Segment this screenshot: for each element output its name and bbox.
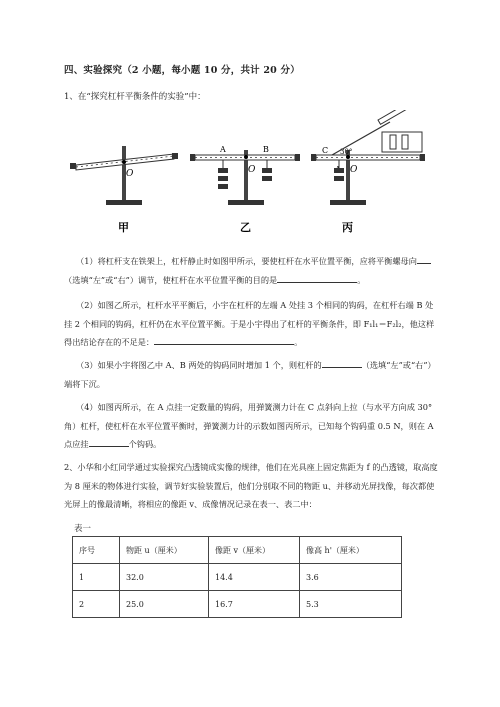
jia-stand-base [106, 200, 142, 205]
answer-blank-3[interactable] [154, 335, 294, 345]
yi-weight-a2 [218, 176, 228, 181]
table-cell: 32.0 [120, 564, 209, 591]
table-header-cell: 像高 h'（厘米） [300, 537, 402, 564]
table-header-cell: 序号 [73, 537, 120, 564]
yi-point-b: B [263, 145, 269, 154]
bing-angle-label: 30° [340, 148, 353, 156]
q1-part-2: （2）如图乙所示，杠杆水平平衡后，小宇在杠杆的左端 A 处挂 3 个相同的钩码，在杠杆右端 B 处挂 2 个相同的钩码，杠杆仍在水平位置平衡。于是小宇得出了杠杆的平衡条件，即 F₁l₁＝F₂l₂，他这样得出结论存在的不足是： 。 [64, 300, 435, 347]
yi-point-a: A [220, 145, 226, 154]
bing-spring-scale [378, 110, 410, 124]
question-2-text: 2、小华和小红同学通过实验探究凸透镜成实像的规律，他们在光具座上固定焦距为 f 的凸透镜，取高度为 8 厘米的物体进行实验，调节好实验装置后，他们分别取不同的物距 u、并移动光屏找像，每次都使光屏上的像最清晰，将相应的像距 v、成像情况记录在表一、表二中： [64, 462, 438, 509]
table-cell: 3.6 [300, 564, 402, 591]
table-cell: 1 [73, 564, 120, 591]
bing-stand-base [330, 200, 366, 205]
table-row [73, 591, 402, 618]
table-header-cell: 像距 v（厘米） [209, 537, 300, 564]
table-header-row [73, 537, 402, 564]
figure-bing [311, 110, 425, 205]
figure-jia [70, 146, 178, 205]
answer-blank-4[interactable] [322, 358, 362, 368]
section-title: 四、实验探究（2 小题，每小题 10 分，共计 20 分） [64, 65, 300, 76]
yi-weight-a1 [218, 168, 228, 173]
answer-blank-1[interactable] [417, 254, 431, 264]
yi-weight-b1 [262, 168, 272, 173]
answer-blank-2[interactable] [277, 273, 357, 283]
data-table [72, 536, 402, 618]
table-cell: 14.4 [209, 564, 300, 591]
svg-text:O: O [350, 165, 358, 175]
q1-part-4: （4）如图丙所示，在 A 点挂一定数量的钩码，用弹簧测力计在 C 点斜向上拉（与水平方向成 30°角）杠杆，使杠杆在水平位置平衡时，弹簧测力计的示数如图丙所示，已知每个钩码重 0.5 N，则在 A 点应挂 个钩码。 [64, 402, 434, 449]
bing-spring-string [332, 122, 390, 155]
answer-blank-5[interactable] [89, 437, 129, 447]
table-cell: 2 [73, 591, 120, 618]
q1-part-3: （3）如果小宇将图乙中 A、B 两处的钩码同时增加 1 个，则杠杆的 （选填“左”或“右”）端将下沉。 [64, 360, 436, 389]
table-cell: 25.0 [120, 591, 209, 618]
table-cell: 16.7 [209, 591, 300, 618]
yi-stand-base [228, 200, 264, 205]
table-cell: 5.3 [300, 591, 402, 618]
figure-label-yi: 乙 [240, 221, 251, 234]
table-row [73, 564, 402, 591]
lever-figures [60, 110, 440, 240]
svg-text:O: O [248, 165, 256, 175]
figure-label-jia: 甲 [118, 221, 129, 234]
yi-weight-a3 [218, 184, 228, 189]
table-header-cell: 物距 u（厘米） [120, 537, 209, 564]
jia-pivot [122, 160, 126, 164]
jia-pivot-label: O [126, 169, 134, 179]
question-1-intro: 1、在“探究杠杆平衡条件的实验”中： [64, 92, 206, 102]
figure-yi [190, 145, 300, 205]
q1-part-1: （1）将杠杆支在铁架上，杠杆静止时如图甲所示，要使杠杆在水平位置平衡，应将平衡螺母向（选填“左”或“右”）调节，使杠杆在水平位置平衡的目的是 。 [64, 252, 440, 289]
figure-label-bing: 丙 [342, 221, 353, 234]
table-caption: 表一 [74, 524, 92, 534]
bing-point-c: C [322, 146, 329, 155]
yi-weight-b2 [262, 176, 272, 181]
